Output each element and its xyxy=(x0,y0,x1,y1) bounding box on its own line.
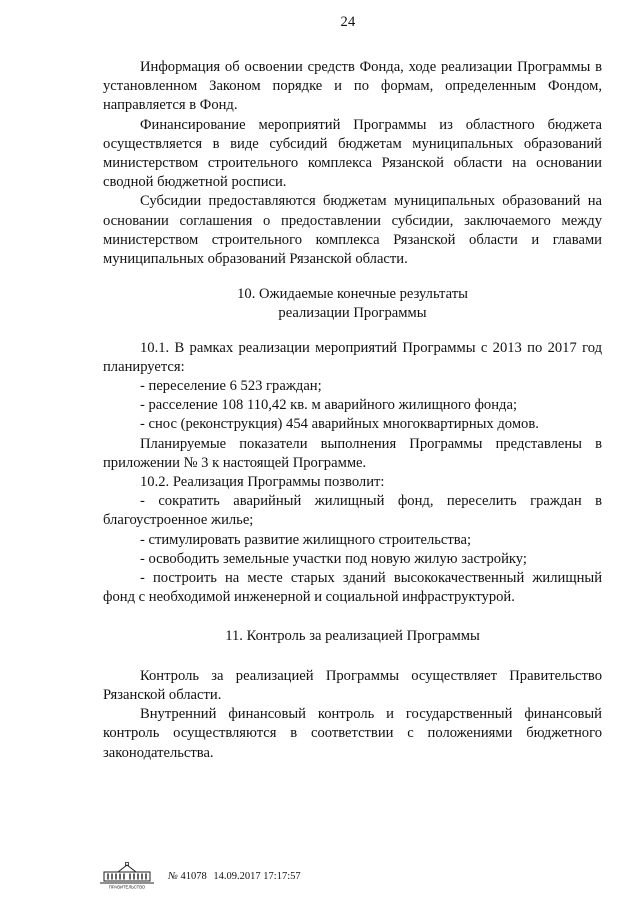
list-item: - снос (реконструкция) 454 аварийных многоквартирных домов. xyxy=(140,416,539,433)
document-body xyxy=(103,58,602,763)
page-number-text: 24 xyxy=(340,14,356,30)
page-number xyxy=(0,14,640,31)
paragraph: Финансирование мероприятий Программы из областного бюджета осуществляется в виде субсидий бюджетам муниципальных образований министерством строительного комплекса Рязанской области на основании сводной бюджетной росписи. xyxy=(103,116,602,191)
timestamp: 14.09.2017 17:17:57 xyxy=(213,871,301,882)
section-heading: 10. Ожидаемые конечные результаты xyxy=(237,286,468,303)
list-item: - переселение 6 523 граждан; xyxy=(140,378,322,395)
paragraph: 10.1. В рамках реализации мероприятий Программы с 2013 по 2017 год планируется: xyxy=(103,339,602,375)
paragraph: Информация об освоении средств Фонда, ходе реализации Программы в установленном Законом порядке и по формам, определенным Фондом, направляется в Фонд. xyxy=(103,59,602,114)
registration-stamp xyxy=(168,871,301,882)
list-item: - сократить аварийный жилищный фонд, переселить граждан в благоустроенное жилье; xyxy=(103,493,602,529)
paragraph: 10.2. Реализация Программы позволит: xyxy=(140,474,385,491)
government-building-icon xyxy=(96,862,158,890)
section-heading: реализации Программы xyxy=(278,305,427,322)
list-item: - построить на месте старых зданий высококачественный жилищный фонд с необходимой инженерной и социальной инфраструктурой. xyxy=(103,570,602,606)
paragraph: Субсидии предоставляются бюджетам муниципальных образований на основании соглашения о предоставлении субсидии, заключаемого между министерством строительного комплекса Рязанской области и главами муниципальных образований Рязанской области. xyxy=(103,193,602,268)
number-symbol: № xyxy=(168,871,178,882)
list-item: - стимулировать развитие жилищного строительства; xyxy=(140,531,471,548)
paragraph: Внутренний финансовый контроль и государственный финансовый контроль осуществляются в соответствии с положениями бюджетного законодательства. xyxy=(103,706,602,761)
footer-stamp xyxy=(96,862,356,892)
list-item: - расселение 108 110,42 кв. м аварийного жилищного фонда; xyxy=(140,397,517,414)
svg-text:ПРАВИТЕЛЬСТВО: ПРАВИТЕЛЬСТВО xyxy=(108,884,146,890)
paragraph: Контроль за реализацией Программы осуществляет Правительство Рязанской области. xyxy=(103,667,602,703)
section-heading: 11. Контроль за реализацией Программы xyxy=(225,628,480,645)
list-item: - освободить земельные участки под новую жилую застройку; xyxy=(140,550,527,567)
paragraph: Планируемые показатели выполнения Программы представлены в приложении № 3 к настоящей Программе. xyxy=(103,435,602,471)
doc-number: 41078 xyxy=(180,871,207,882)
